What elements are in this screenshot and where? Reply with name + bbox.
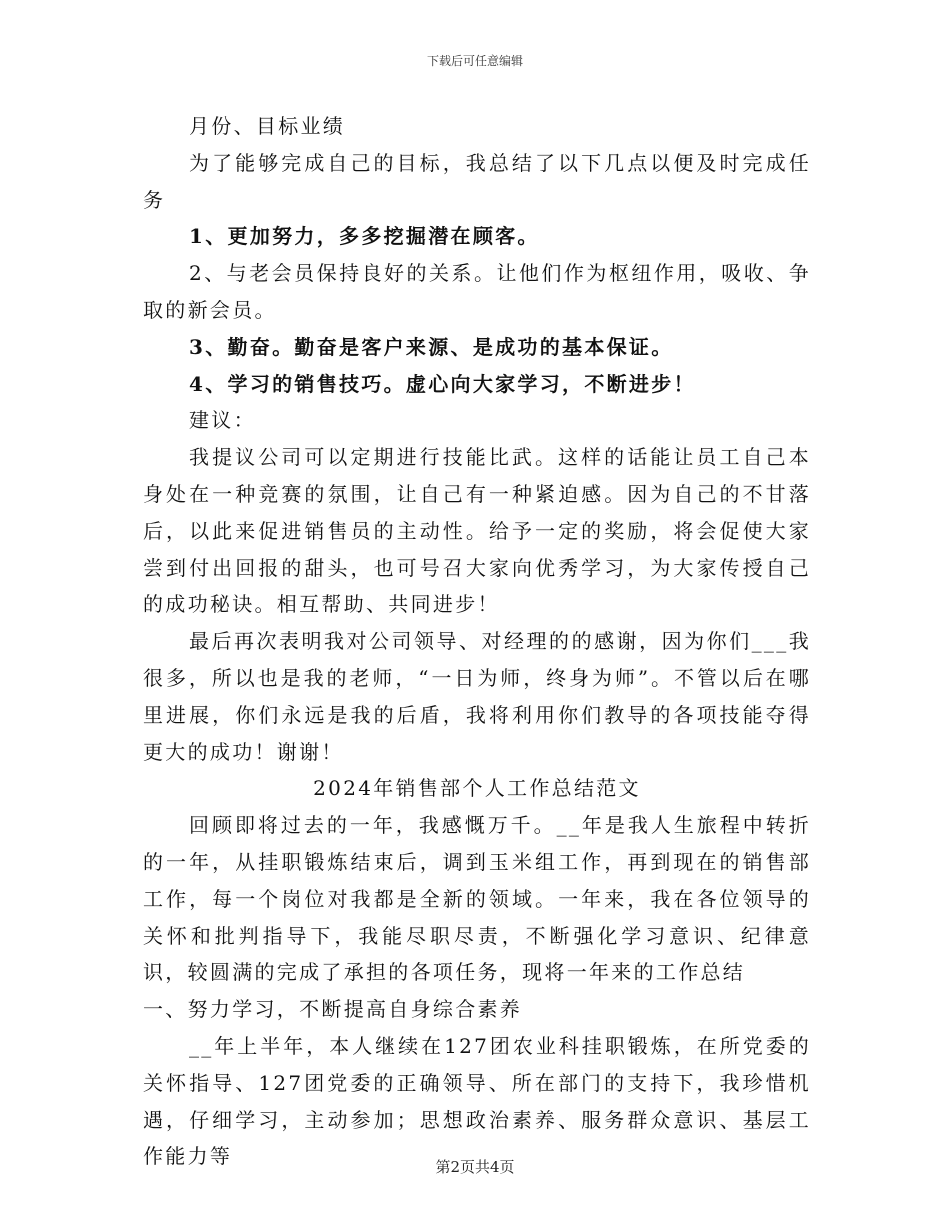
section-title: 2024年销售部个人工作总结范文: [313, 776, 641, 801]
list-item-4: 4、学习的销售技巧。虚心向大家学习，不断进步！: [189, 371, 696, 396]
study-paragraph: __年上半年，本人继续在127团农业科挂职锻炼，在所党委的关怀指导、127团党委的正确领导、所在部门的支持下，我珍惜机遇，仔细学习，主动参加；思想政治素养、服务群众意识、基层工作能力等: [143, 1033, 811, 1169]
list-item-1: 1、更加努力，多多挖掘潜在顾客。: [189, 224, 540, 249]
document-body: [143, 108, 811, 1175]
list-item-2: 2、与老会员保持良好的关系。让他们作为枢纽作用，吸收、争取的新会员。: [143, 261, 811, 322]
subheading-study: 一、努力学习，不断提高自身综合素养: [143, 997, 523, 1022]
page-header-note: 下载后可任意编辑: [426, 54, 523, 68]
suggestion-paragraph: 我提议公司可以定期进行技能比武。这样的话能让员工自己本身处在一种竞赛的氛围，让自己有一种紧迫感。因为自己的不甘落后，以此来促进销售员的主动性。给予一定的奖励，将会促使大家尝到付出回报的甜头，也可号召大家向优秀学习，为大家传授自己的成功秘诀。相互帮助、共同进步！: [143, 445, 811, 617]
thanks-paragraph: 最后再次表明我对公司领导、对经理的的感谢，因为你们___我很多，所以也是我的老师，“一日为师，终身为师”。不管以后在哪里进展，你们永远是我的后盾，我将利用你们教导的各项技能夺得更大的成功！谢谢！: [143, 629, 811, 764]
list-item-3: 3、勤奋。勤奋是客户来源、是成功的基本保证。: [189, 334, 674, 359]
paragraph-summary-intro: 为了能够完成自己的目标，我总结了以下几点以便及时完成任务: [143, 150, 811, 212]
suggestion-heading: 建议：: [189, 408, 256, 433]
review-paragraph: 回顾即将过去的一年，我感慨万千。__年是我人生旅程中转折的一年，从挂职锻炼结束后，调到玉米组工作，再到现在的销售部工作，每一个岗位对我都是全新的领域。一年来，我在各位领导的关怀和批判指导下，我能尽职尽责，不断强化学习意识、纪律意识，较圆满的完成了承担的各项任务，现将一年来的工作总结: [143, 813, 811, 985]
paragraph-month-target: 月份、目标业绩: [189, 114, 346, 138]
page-number: 第2页共4页: [435, 1158, 515, 1176]
